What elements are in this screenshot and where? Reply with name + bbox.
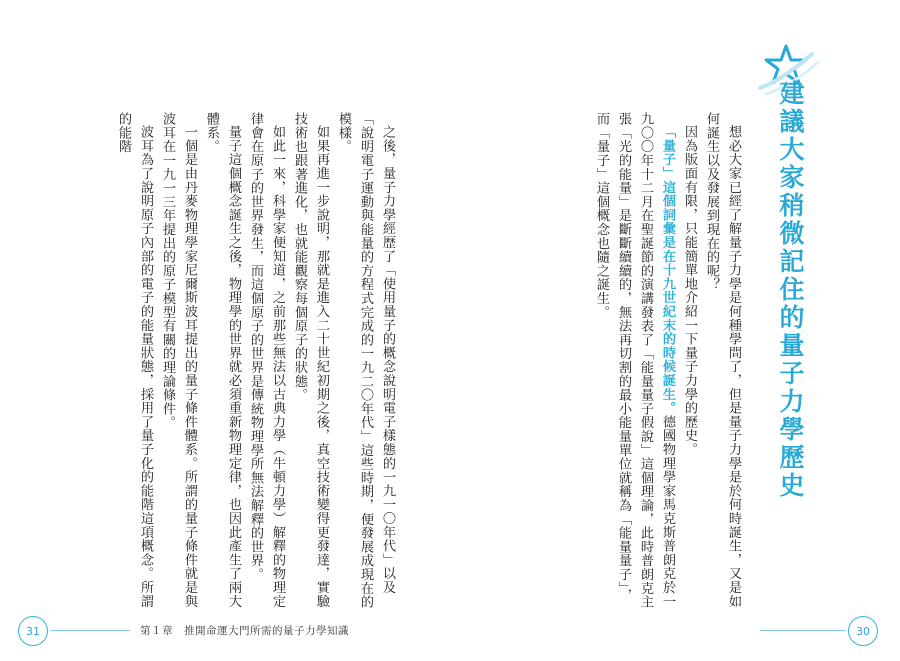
- paragraph: 德國物理學家馬克斯普朗克於一九〇〇年十二月在聖誕節的演講發表了「能量量子假說」這個理論，此時普朗克主張「光的能量」是斷斷續續的，無法再切割的最小能量單位就稱為「能量量子」，而「量子」這個概念也隨之誕生。: [594, 112, 675, 609]
- paragraph: 想必大家已經了解量子力學是何種學問了，但是量子力學是於何時誕生，又是如何誕生以及發展到現在的呢？: [704, 112, 741, 609]
- paragraph: 因為版面有限，只能簡單地介紹一下量子力學的歷史。: [682, 125, 697, 457]
- paragraph: 如此一來，科學家便知道，之前那些無法以古典力學（牛頓力學）解釋的物理定律會在原子的世界發生，而這個原子的世界是傳統物理學所無法解釋的世界。: [248, 112, 285, 609]
- highlight-text: 「量子」這個詞彙是在十九世紀末的時候誕生。: [660, 125, 675, 415]
- left-page-body: [60, 112, 398, 612]
- paragraph: 量子這個概念誕生之後，物理學的世界就必須重新物理定律，也因此產生了兩大體系。: [204, 112, 241, 609]
- paragraph: 波耳為了說明原子內部的電子的能量狀態，採用了量子化的能階這項概念。所謂的能階: [116, 112, 153, 609]
- right-page-body: [548, 112, 744, 612]
- page-number-right: 30: [848, 616, 878, 646]
- footer-divider: [50, 630, 130, 631]
- paragraph-with-highlight: [590, 112, 678, 612]
- paragraph: 一個是由丹麥物理學家尼爾斯波耳提出的量子條件體系。所謂的量子條件就是與波耳在一九一三年提出的原子模型有關的理論條件。: [160, 112, 197, 609]
- chapter-label: 第１章 推開命運大門所需的量子力學知識: [140, 625, 349, 637]
- section-title: 建議大家稍微記住的量子力學歷史: [776, 80, 805, 500]
- page-number-left: 31: [18, 616, 48, 646]
- paragraph: 之後，量子力學經歷了「使用量子的概念說明電子樣態的一九一〇年代」以及「說明電子運動與能量的方程式完成的一九二〇年代」這些時期，便發展成現在的模樣。: [336, 112, 395, 609]
- paragraph: 如果再進一步說明，那就是進入二十世紀初期之後，真空技術變得更發達，實驗技術也跟著進化，也就能觀察每個原子的狀態。: [292, 112, 329, 609]
- footer-divider: [760, 630, 846, 631]
